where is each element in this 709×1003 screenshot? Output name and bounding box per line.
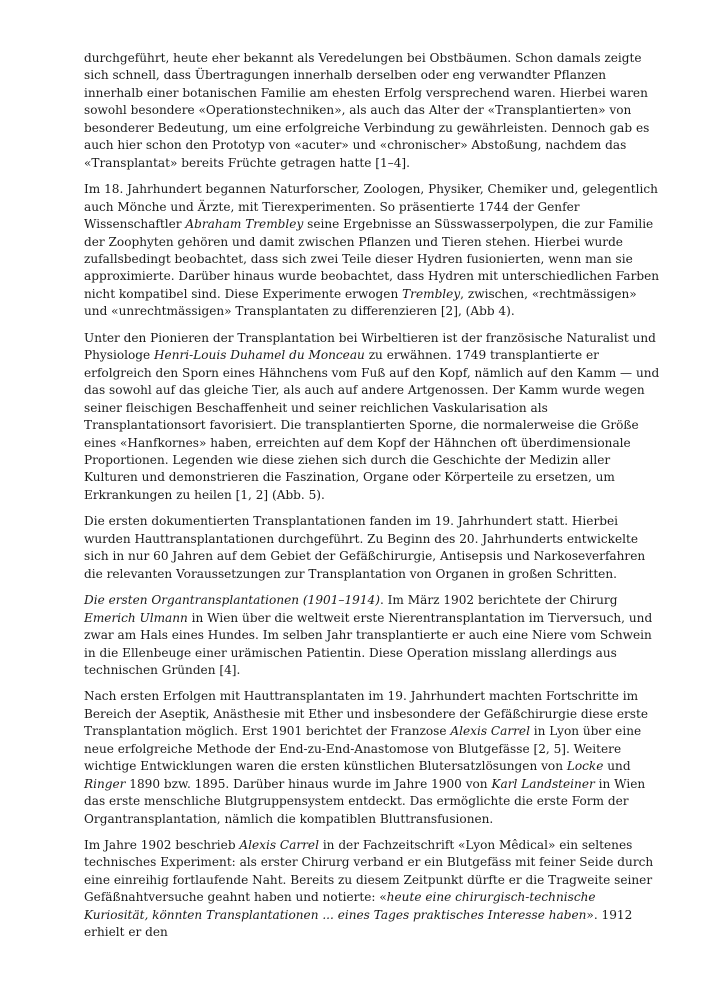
- document-page: [84, 50, 662, 951]
- text-run: zu erwähnen. 1749 transplantierte er erfolgreich den Sporn eines Hähnchens vom Fuß auf den Kopf, nämlich auf den Kamm — und das sowohl auf das gleiche Tier, als auch auf andere Artgenossen. Der Kamm wurde wegen seiner fleischigen Beschaffenheit und seiner reichlichen Vaskularisation als Transplantationsort favorisiert. Die transplantierten Sporne, die normalerweise die Größe eines «Hanfkornes» haben, erreichten auf dem Kopf der Hähnchen oft überdimensionale Proportionen. Legenden wie diese ziehen sich durch die Geschichte der Medizin aller Kulturen und demonstrieren die Faszination, Organe oder Körperteile zu ersetzen, um Erkrankungen zu heilen [1, 2] (Abb. 5).: [84, 348, 660, 502]
- text-run: Unter den Pionieren der Transplantation bei Wirbeltieren ist der französische Naturalist und Physiologe: [84, 330, 656, 363]
- text-run: Die ersten dokumentierten Transplantationen fanden im 19. Jahrhundert statt. Hierbei wurden Hauttransplantationen durchgeführt. Zu Beginn des 20. Jahrhunderts entwickelte sich in nur 60 Jahren auf dem Gebiet der Gefäßchirurgie, Antisepsis und Narkoseverfahren die relevanten Voraussetzungen zur Transplantation von Organen in großen Schritten.: [84, 514, 646, 581]
- text-run: ». 1912 erhielt er den: [84, 907, 633, 940]
- italic-text-run: Ringer: [84, 776, 126, 791]
- italic-text-run: Die ersten Organtransplantationen (1901–1914): [84, 593, 380, 608]
- text-run: seine Ergebnisse an Süsswasserpolypen, die zur Familie der Zoophyten gehören und damit zwischen Pflanzen und Tieren stehen. Hierbei wurde zufallsbedingt beobachtet, dass sich zwei Teile dieser Hydren fusionierten, wenn man sie approximierte. Darüber hinaus wurde beobachtet, dass Hydren mit unterschiedlichen Farben nicht kompatibel sind. Diese Experimente erwogen: [84, 217, 660, 301]
- paragraph: [84, 513, 662, 583]
- text-run: in der Fachzeitschrift «Lyon Mêdical» ein seltenes technisches Experiment: als erster Chirurg verband er ein Blutgefäss mit feiner Seide durch eine einreihig fortlaufende Naht. Bereits zu diesem Zeitpunkt dürfte er die Tragweite seiner Gefäßnahtversuche geahnt haben und notierte: «: [84, 838, 654, 905]
- italic-text-run: Alexis Carrel: [239, 838, 319, 853]
- text-run: in Lyon über eine neue erfolgreiche Methode der End-zu-End-Anastomose von Blutgefässe [2, 5]. Weitere wichtige Entwicklungen waren die ersten künstlichen Blutersatzlösungen von: [84, 724, 642, 774]
- text-run: durchgeführt, heute eher bekannt als Veredelungen bei Obstbäumen. Schon damals zeigte sich schnell, dass Übertragungen innerhalb derselben oder eng verwandter Pflanzen innerhalb einer botanischen Familie am ehesten Erfolg versprechend waren. Hierbei waren sowohl besondere «Operationstechniken», als auch das Alter der «Transplantierten» von besonderer Bedeutung, um eine erfolgreiche Verbindung zu gewährleisten. Dennoch gab es auch hier schon den Prototyp von «acuter» und «chronischer» Abstoßung, nachdem das «Transplantat» bereits Früchte getragen hatte [1–4].: [84, 51, 650, 170]
- italic-text-run: Trembley: [402, 286, 461, 301]
- text-run: in Wien über die weltweit erste Nierentransplantation im Tierversuch, und zwar am Hals eines Hundes. Im selben Jahr transplantierte er auch eine Niere vom Schwein in die Ellenbeuge einer urämischen Patientin. Diese Operation misslang allerdings aus technischen Gründen [4].: [84, 610, 653, 677]
- text-run: Im 18. Jahrhundert begannen Naturforscher, Zoologen, Physiker, Chemiker und, gelegentlich auch Mönche und Ärzte, mit Tierexperimenten. So präsentierte 1744 der Genfer Wissenschaftler: [84, 182, 658, 232]
- paragraph: [84, 50, 662, 172]
- paragraph: [84, 592, 662, 679]
- paragraph: [84, 688, 662, 828]
- italic-text-run: heute eine chirurgisch-technische Kuriosität, könnten Transplantationen ... eines Tages praktisches Interesse haben: [84, 890, 596, 922]
- text-run: in Wien das erste menschliche Blutgruppensystem entdeckt. Das ermöglichte die erste Form der Organtransplantation, nämlich die kompatiblen Bluttransfusionen.: [84, 776, 646, 826]
- text-run: , zwischen, «rechtmässigen» und «unrechtmässigen» Transplantaten zu differenzieren [2], (Abb 4).: [84, 286, 637, 319]
- italic-text-run: Locke: [566, 759, 604, 774]
- text-run: Nach ersten Erfolgen mit Hauttransplantaten im 19. Jahrhundert machten Fortschritte im Bereich der Aseptik, Anästhesie mit Ether und insbesondere der Gefäßchirurgie diese erste Transplantation möglich. Erst 1901 berichtet der Franzose: [84, 689, 649, 739]
- text-run: Im Jahre 1902 beschrieb: [84, 838, 240, 853]
- italic-text-run: Emerich Ulmann: [84, 610, 188, 625]
- paragraph: [84, 181, 662, 321]
- paragraph: [84, 837, 662, 942]
- paragraph: [84, 330, 662, 505]
- text-run: 1890 bzw. 1895. Darüber hinaus wurde im Jahre 1900 von: [125, 776, 492, 791]
- italic-text-run: Alexis Carrel: [450, 724, 530, 739]
- text-run: . Im März 1902 berichtete der Chirurg: [379, 593, 618, 608]
- italic-text-run: Abraham Trembley: [185, 217, 304, 232]
- italic-text-run: Henri-Louis Duhamel du Monceau: [154, 348, 365, 363]
- italic-text-run: Karl Landsteiner: [491, 776, 595, 791]
- text-run: und: [603, 759, 631, 774]
